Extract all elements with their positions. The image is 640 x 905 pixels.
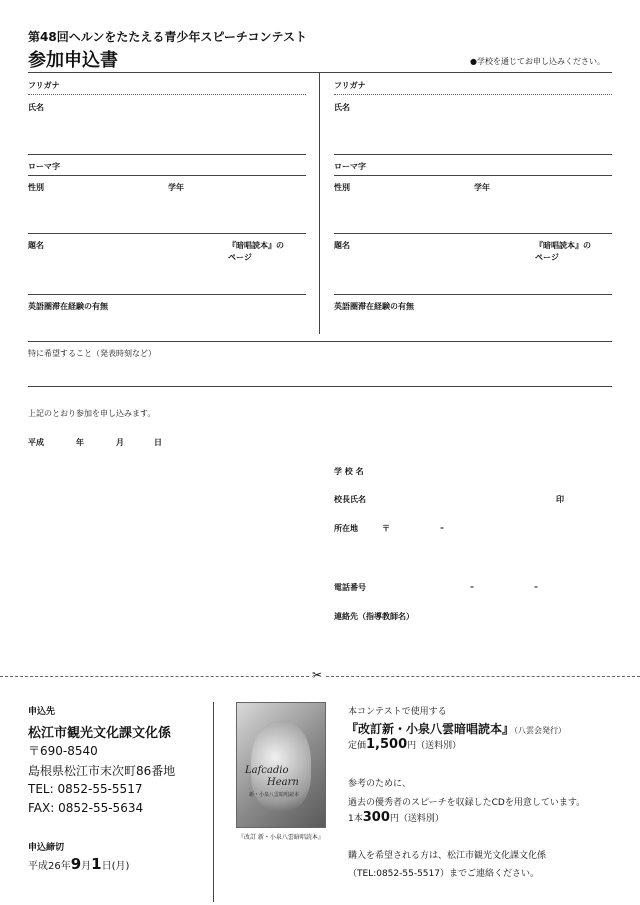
page-title: 参加申込書 (28, 50, 118, 71)
left-furigana-label: フリガナ (28, 81, 60, 90)
date-month: 月 (116, 438, 124, 447)
bottom-divider (213, 702, 214, 902)
info-book-title: 『改訂新・小泉八雲暗唱読本』 (346, 722, 515, 736)
address-label: 所在地 (334, 524, 358, 533)
info-price-line (348, 737, 461, 752)
deadline-month-unit: 月 (81, 861, 92, 872)
requests-label: 特に希望すること（発表時刻など） (28, 349, 156, 358)
info-price-label: 定価 (348, 741, 367, 751)
deadline-prefix: 平成26年 (28, 861, 71, 872)
apply-to-address: 島根県松江市末次町86番地 (28, 764, 176, 778)
info-publisher: （八雲会発行） (514, 726, 567, 735)
deadline-day: 1 (91, 855, 102, 873)
left-gender-line (28, 233, 306, 234)
deadline-month: 9 (70, 855, 82, 873)
right-page-ref-label2: ページ (535, 253, 559, 262)
book-cover-subtitle: 新・小泉八雲暗唱読本 (249, 792, 300, 798)
info-purchase-1: 購入を希望される方は、松江市観光文化課文化係 (348, 851, 547, 861)
phone-label: 電話番号 (334, 583, 366, 592)
right-gender-line (334, 233, 612, 234)
info-reference: 参考のために、 (348, 779, 412, 789)
apply-to-fax: FAX: 0852-55-5634 (28, 801, 144, 815)
right-name-line (334, 154, 612, 155)
right-gender-label: 性別 (334, 183, 350, 192)
top-rule (28, 72, 612, 73)
principal-label: 校長氏名 (334, 495, 366, 504)
left-page-ref-label2: ページ (228, 253, 252, 262)
right-romaji-label: ローマ字 (334, 162, 366, 171)
date-era: 平成 (28, 438, 44, 447)
phone-dash-2: – (534, 582, 538, 591)
info-cd-price-line (348, 810, 444, 825)
deadline-date (28, 855, 129, 873)
apply-to-postal: 〒690-8540 (28, 744, 98, 758)
left-name-label: 氏名 (28, 103, 44, 112)
requests-bottom-line (28, 386, 612, 387)
left-furigana-line (28, 94, 306, 95)
school-name-label: 学 校 名 (334, 467, 364, 476)
info-book-line (346, 718, 566, 737)
postal-mark: 〒 (382, 524, 390, 533)
info-cd-price-unit: 円（送料別） (389, 814, 444, 824)
left-grade-label: 学年 (168, 183, 184, 192)
right-topic-label: 題名 (334, 241, 350, 250)
info-purchase-2: （TEL:0852-55-5517）までご連絡ください。 (348, 869, 539, 879)
info-cd-price-prefix: 1本 (348, 814, 363, 824)
book-cover-title1: Lafcadio (245, 765, 289, 776)
left-topic-label: 題名 (28, 241, 44, 250)
right-romaji-line (334, 175, 612, 176)
right-grade-label: 学年 (474, 183, 490, 192)
requests-top-line (28, 341, 612, 342)
date-day: 日 (154, 438, 162, 447)
left-topic-line (28, 294, 306, 295)
right-topic-line (334, 294, 612, 295)
left-name-line (28, 154, 306, 155)
left-experience-label: 英語圏滞在経験の有無 (28, 302, 108, 311)
right-furigana-line (334, 94, 612, 95)
postal-dash: – (440, 523, 444, 532)
contest-subtitle: 第48回ヘルンをたたえる青少年スピーチコンテスト (28, 30, 307, 44)
book-cover-title2: Hearn (267, 777, 299, 788)
left-romaji-line (28, 175, 306, 176)
info-cd-price-value: 300 (362, 810, 390, 825)
contact-label: 連絡先（指導教師名） (334, 612, 414, 621)
info-used-in: 本コンテストで使用する (348, 707, 447, 717)
info-price-value: 1,500 (366, 737, 408, 752)
date-year: 年 (76, 438, 84, 447)
apply-to-tel: TEL: 0852-55-5517 (28, 782, 143, 796)
right-page-ref-label: 『暗唱読本』の (535, 241, 591, 250)
declaration-text: 上記のとおり参加を申し込みます。 (28, 409, 156, 418)
apply-to-label: 申込先 (28, 707, 56, 717)
left-page-ref-label: 『暗唱読本』の (228, 241, 284, 250)
info-cd-text: 過去の優秀者のスピーチを収録したCDを用意しています。 (348, 798, 586, 808)
phone-dash-1: – (470, 582, 474, 591)
book-caption: 『改訂 新・小泉八雲暗唱読本』 (238, 834, 324, 841)
right-experience-label: 英語圏滞在経験の有無 (334, 302, 414, 311)
deadline-suffix: 日(月) (101, 861, 130, 872)
seal-label: 印 (556, 495, 564, 504)
right-name-label: 氏名 (334, 103, 350, 112)
right-furigana-label: フリガナ (334, 81, 366, 90)
deadline-label: 申込締切 (28, 843, 65, 853)
scissors-icon: ✂ (312, 668, 323, 682)
info-price-unit: 円（送料別） (407, 741, 462, 751)
left-romaji-label: ローマ字 (28, 162, 60, 171)
apply-to-org: 松江市観光文化課文化係 (28, 726, 172, 741)
left-gender-label: 性別 (28, 183, 44, 192)
submission-note: ●学校を通じてお申し込みください。 (470, 57, 605, 66)
center-divider (319, 72, 320, 334)
book-cover-image (236, 702, 326, 828)
